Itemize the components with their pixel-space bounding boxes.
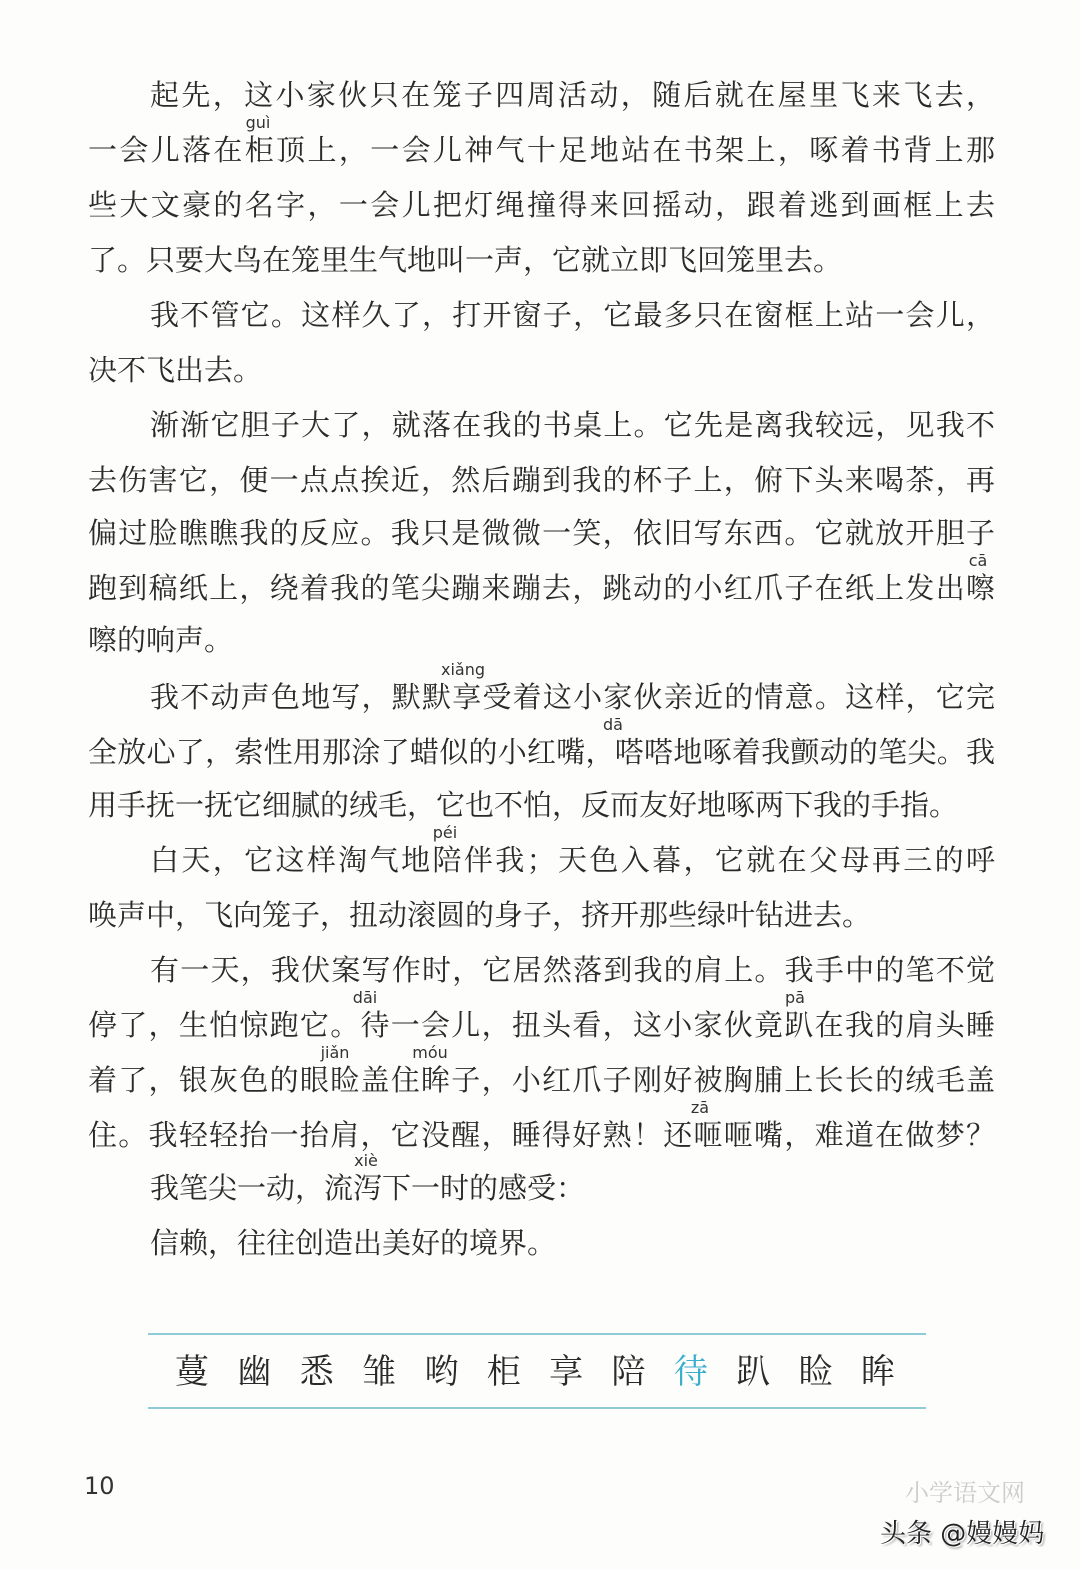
text-line: 嚓的响声。 xyxy=(88,623,234,657)
new-characters-row xyxy=(175,1350,895,1394)
text-line: 一会儿落在柜顶上，一会儿神气十足地站在书架上，啄着书背上那 xyxy=(88,133,995,167)
text-line: 渐渐它胆子大了，就落在我的书桌上。它先是离我较远，见我不 xyxy=(150,408,995,442)
new-character: 蔓 xyxy=(175,1352,209,1392)
vocab-bottom-rule xyxy=(148,1407,926,1409)
pinyin-mou: móu xyxy=(412,1043,448,1062)
new-character: 陪 xyxy=(611,1352,646,1392)
pinyin-za: zā xyxy=(690,1098,710,1117)
new-character: 悉 xyxy=(299,1352,334,1392)
faint-watermark: 小学语文网 xyxy=(905,1479,1025,1507)
text-line: 全放心了，索性用那涂了蜡似的小红嘴，嗒嗒地啄着我颤动的笔尖。我 xyxy=(88,735,995,769)
new-character: 享 xyxy=(549,1352,584,1392)
text-line: 着了，银灰色的眼睑盖住眸子，小红爪子刚好被胸脯上长长的绒毛盖 xyxy=(88,1063,995,1097)
text-line: 了。只要大鸟在笼里生气地叫一声，它就立即飞回笼里去。 xyxy=(88,243,843,277)
text-line: 跑到稿纸上，绕着我的笔尖蹦来蹦去，跳动的小红爪子在纸上发出嚓 xyxy=(88,571,995,605)
pinyin-pei: péi xyxy=(432,823,458,842)
new-character: 眸 xyxy=(860,1352,895,1392)
page-number: 10 xyxy=(84,1472,115,1500)
text-line: 去伤害它，便一点点挨近，然后蹦到我的杯子上，俯下头来喝茶，再 xyxy=(88,463,995,497)
text-line: 信赖，往往创造出美好的境界。 xyxy=(150,1226,557,1260)
text-line: 偏过脸瞧瞧我的反应。我只是微微一笑，依旧写东西。它就放开胆子 xyxy=(88,516,995,550)
text-line: 决不飞出去。 xyxy=(88,353,263,387)
text-line: 些大文豪的名字，一会儿把灯绳撞得来回摇动，跟着逃到画框上去 xyxy=(88,188,995,222)
text-line: 有一天，我伏案写作时，它居然落到我的肩上。我手中的笔不觉 xyxy=(150,953,995,987)
text-line: 唤声中，飞向笼子，扭动滚圆的身子，挤开那些绿叶钻进去。 xyxy=(88,898,872,932)
new-character: 待 xyxy=(673,1352,708,1392)
pinyin-da: dā xyxy=(603,715,623,734)
new-character: 雏 xyxy=(362,1352,397,1392)
text-line: 用手抚一抚它细腻的绒毛，它也不怕，反而友好地啄两下我的手指。 xyxy=(88,788,959,822)
new-character: 睑 xyxy=(798,1352,833,1392)
new-character: 哟 xyxy=(424,1352,459,1392)
pinyin-xiang: xiǎng xyxy=(440,660,486,679)
pinyin-pa: pā xyxy=(785,988,805,1007)
text-line: 起先，这小家伙只在笼子四周活动，随后就在屋里飞来飞去， xyxy=(150,78,995,112)
pinyin-dai: dāi xyxy=(352,988,378,1007)
new-character: 趴 xyxy=(736,1352,771,1392)
new-character: 幽 xyxy=(237,1352,272,1392)
pinyin-ca: cā xyxy=(968,551,988,570)
text-line: 我不管它。这样久了，打开窗子，它最多只在窗框上站一会儿， xyxy=(150,298,995,332)
watermark: 头条 @嫚嫚妈 xyxy=(880,1519,1045,1549)
text-line: 我笔尖一动，流泻下一时的感受： xyxy=(150,1171,586,1205)
text-line: 住。我轻轻抬一抬肩，它没醒，睡得好熟！还咂咂嘴，难道在做梦？ xyxy=(88,1118,995,1152)
text-line: 白天，它这样淘气地陪伴我；天色入暮，它就在父母再三的呼 xyxy=(150,843,995,877)
text-line: 停了，生怕惊跑它。待一会儿，扭头看，这小家伙竟趴在我的肩头睡 xyxy=(88,1008,995,1042)
text-line: 我不动声色地写，默默享受着这小家伙亲近的情意。这样，它完 xyxy=(150,680,995,714)
pinyin-gui: guì xyxy=(245,113,271,132)
vocab-top-rule xyxy=(148,1333,926,1335)
new-character: 柜 xyxy=(486,1352,521,1392)
pinyin-xie: xiè xyxy=(354,1151,378,1170)
pinyin-jian: jiǎn xyxy=(320,1043,350,1062)
